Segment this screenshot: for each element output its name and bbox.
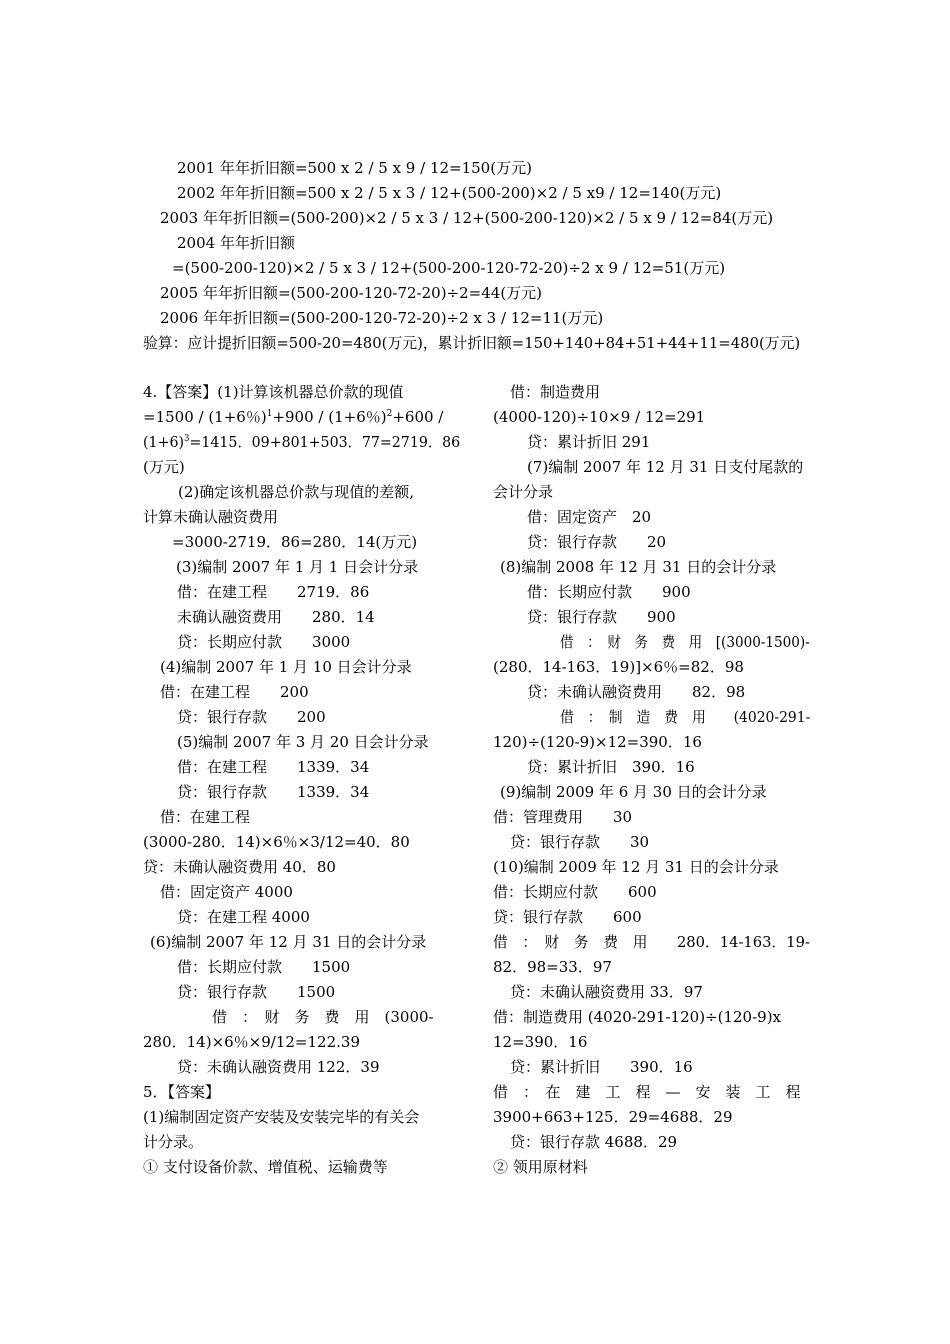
verification-line: 验算：应计提折旧额=500-20=480(万元)，累计折旧额=150+140+84+51+44+11=480(万元) [143, 334, 801, 352]
text-line: 贷：银行存款 20 [527, 533, 667, 551]
text-line: $(1+6)^3=1415$．09+801+503．77=2719．86 [143, 433, 461, 451]
text-line: 借：长期应付款 1500 [177, 958, 351, 976]
text-line: 计算未确认融资费用 [143, 508, 279, 526]
text-line: 借：在建工程 200 [160, 683, 309, 701]
text-line: (4000-120)÷10×9 / 12=291 [493, 408, 706, 426]
text-line: 2001 年年折旧额=500 x 2 / 5 x 9 / 12=150(万元) [177, 159, 532, 177]
text-line: 借 ： 财 务 费 用 [(3000-1500)- [560, 633, 810, 651]
answer-heading: 4.【答案】(1)计算该机器总价款的现值 [143, 383, 404, 401]
text-line: 借：在建工程 1339．34 [177, 758, 370, 776]
text-line: 未确认融资费用 280．14 [177, 608, 375, 626]
text-line: 借：管理费用 30 [493, 808, 633, 826]
text-line: 贷：银行存款 1339．34 [177, 783, 370, 801]
text-line: 借 ： 制 造 费 用 (4020-291- [560, 708, 811, 726]
text-line: (3)编制 2007 年 1 月 1 日会计分录 [176, 558, 419, 576]
text-line: 贷：未确认融资费用 40．80 [143, 858, 336, 876]
text-line: 借 ： 财 务 费 用 (3000- [212, 1008, 434, 1026]
text-line: 借：在建工程 2719．86 [177, 583, 370, 601]
text-line: 贷：长期应付款 3000 [177, 633, 351, 651]
text-line: 贷：累计折旧 291 [527, 433, 651, 451]
text-line: 计分录。 [143, 1133, 204, 1151]
text-line: 贷：在建工程 4000 [177, 908, 310, 926]
text-line: 借：长期应付款 900 [527, 583, 691, 601]
text-line: (280．14-163．19)]×6％=82．98 [493, 658, 744, 676]
text-line: ② 领用原材料 [493, 1158, 588, 1176]
text-line: 贷：未确认融资费用 82．98 [527, 683, 746, 701]
text-line: (5)编制 2007 年 3 月 20 日会计分录 [177, 733, 429, 751]
text-line: 2005 年年折旧额=(500-200-120-72-20)÷2=44(万元) [160, 284, 543, 302]
text-line: 2004 年年折旧额 [177, 234, 295, 252]
text-line: =3000-2719．86=280．14(万元) [172, 533, 418, 551]
text-line: 贷：未确认融资费用 33．97 [510, 983, 703, 1001]
text-line: (万元) [143, 458, 185, 476]
text-line: (9)编制 2009 年 6 月 30 日的会计分录 [500, 783, 767, 801]
text-line: 贷：累计折旧 390．16 [510, 1058, 693, 1076]
text-line: 借：制造费用 (4020-291-120)÷(120-9)x [493, 1008, 782, 1026]
text-line: 借：固定资产 4000 [160, 883, 293, 901]
text-line: 贷：银行存款 30 [510, 833, 650, 851]
text-line: 2003 年年折旧额=(500-200)×2 / 5 x 3 / 12+(500-200-120)×2 / 5 x 9 / 12=84(万元) [160, 209, 774, 227]
text-line: (8)编制 2008 年 12 月 31 日的会计分录 [500, 558, 777, 576]
answer-heading: 5．【答案】 [143, 1083, 221, 1101]
text-line: (2)确定该机器总价款与现值的差额, [178, 483, 415, 501]
text-line: 借：长期应付款 600 [493, 883, 657, 901]
text-line: ① 支付设备价款、增值税、运输费等 [143, 1158, 388, 1176]
text-line: 会计分录 [493, 483, 554, 501]
text-line: (3000-280．14)×6％×3/12=40．80 [143, 833, 410, 851]
text-line: 借 ： 在 建 工 程 — 安 装 工 程 [493, 1083, 801, 1101]
text-line: 3900+663+125．29=4688．29 [493, 1108, 733, 1126]
text-line: 借：固定资产 20 [527, 508, 652, 526]
text-line: =1500 / (1+6％)$^1$+900 / (1+6％)$^2$+600 / [143, 408, 444, 426]
text-line: (1)编制固定资产安装及安装完毕的有关会 [143, 1108, 420, 1126]
text-line: 贷：银行存款 600 [493, 908, 642, 926]
text-line: 12=390．16 [493, 1033, 588, 1051]
text-line: (6)编制 2007 年 12 月 31 日的会计分录 [150, 933, 427, 951]
text-line: 贷：银行存款 900 [527, 608, 676, 626]
text-line: 借 ： 财 务 费 用 280．14-163．19- [493, 933, 810, 951]
text-line: 82．98=33．97 [493, 958, 612, 976]
text-line: (7)编制 2007 年 12 月 31 日支付尾款的 [527, 458, 804, 476]
text-line: 借：制造费用 [510, 383, 601, 401]
text-line: 贷：累计折旧 390．16 [527, 758, 695, 776]
text-line: 贷：银行存款 4688．29 [510, 1133, 678, 1151]
text-line: 2002 年年折旧额=500 x 2 / 5 x 3 / 12+(500-200)×2 / 5 x9 / 12=140(万元) [177, 184, 722, 202]
text-line: 2006 年年折旧额=(500-200-120-72-20)÷2 x 3 / 12=11(万元) [160, 309, 604, 327]
text-line: 贷：银行存款 1500 [177, 983, 336, 1001]
text-line: 280．14)×6％×9/12=122.39 [143, 1033, 360, 1051]
text-line: (10)编制 2009 年 12 月 31 日的会计分录 [493, 858, 779, 876]
text-line: 贷：银行存款 200 [177, 708, 326, 726]
text-line: (4)编制 2007 年 1 月 10 日会计分录 [160, 658, 412, 676]
text-line: 借：在建工程 [160, 808, 251, 826]
text-line: 120)÷(120-9)×12=390．16 [493, 733, 702, 751]
text-line: =(500-200-120)×2 / 5 x 3 / 12+(500-200-120-72-20)÷2 x 9 / 12=51(万元) [172, 259, 726, 277]
text-line: 贷：未确认融资费用 122．39 [177, 1058, 380, 1076]
